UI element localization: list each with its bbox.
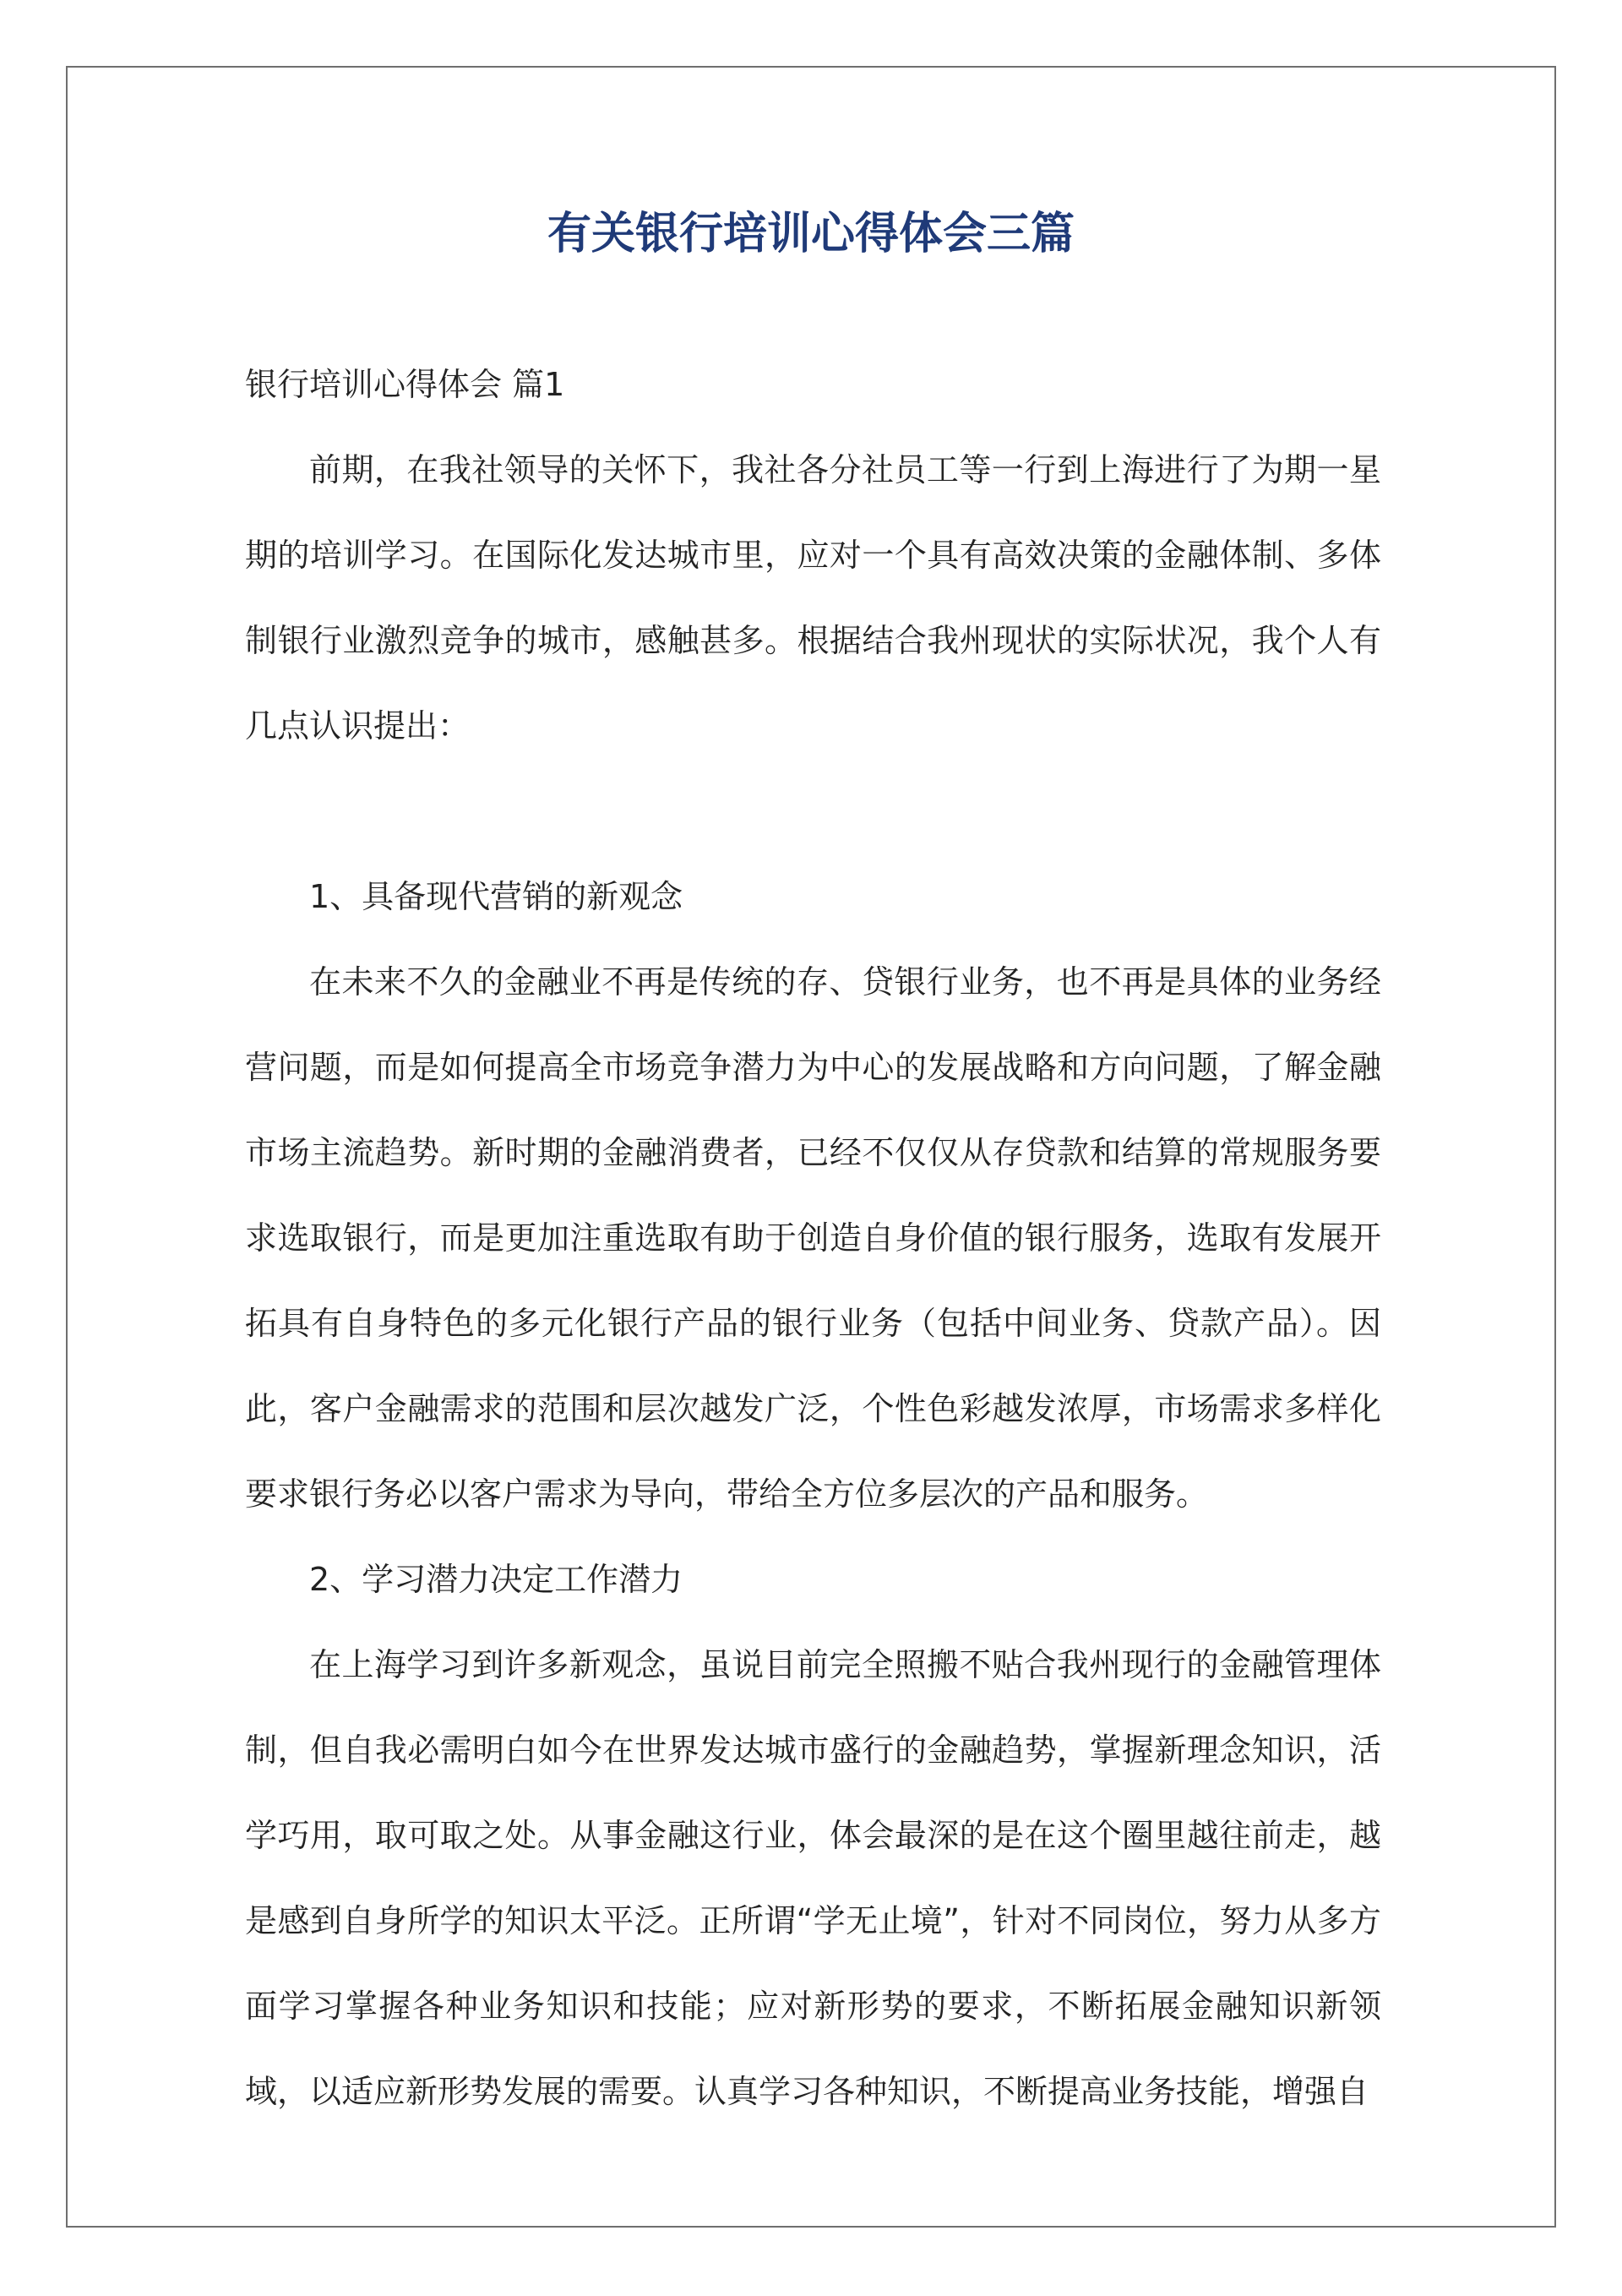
paragraph-spacer <box>245 769 1381 854</box>
document-title: 有关银行培训心得体会三篇 <box>547 209 1075 259</box>
document-body <box>245 342 1381 2135</box>
paragraph-learning: 在上海学习到许多新观念，虽说目前完全照搬不贴合我州现行的金融管理体制，但自我必需明白如今在世界发达城市盛行的金融趋势，掌握新理念知识，活学巧用，取可取之处。从事金融这行业，体会最深的是在这个圈里越往前走，越是感到自身所学的知识太平泛。正所谓“学无止境”，针对不同岗位，努力从多方面学习掌握各种业务知识和技能；应对新形势的要求，不断拓展金融知识新领域，以适应新形势发展的需要。认真学习各种知识，不断提高业务技能，增强自 <box>245 1646 1381 2110</box>
paragraph-intro: 前期，在我社领导的关怀下，我社各分社员工等一行到上海进行了为期一星期的培训学习。在国际化发达城市里，应对一个具有高效决策的金融体制、多体制银行业激烈竞争的城市，感触甚多。根据结合我州现状的实际状况，我个人有几点认识提出： <box>245 451 1381 744</box>
paragraph-marketing: 在未来不久的金融业不再是传统的存、贷银行业务，也不再是具体的业务经营问题，而是如何提高全市场竞争潜力为中心的发展战略和方向问题，了解金融市场主流趋势。新时期的金融消费者，已经不仅仅从存贷款和结算的常规服务要求选取银行，而是更加注重选取有助于创造自身价值的银行服务，选取有发展开拓具有自身特色的多元化银行产品的银行业务（包括中间业务、贷款产品）。因此，客户金融需求的范围和层次越发广泛，个性色彩越发浓厚，市场需求多样化要求银行务必以客户需求为导向，带给全方位多层次的产品和服务。 <box>245 963 1381 1513</box>
section-title: 银行培训心得体会 篇1 <box>245 366 565 403</box>
heading-learning-ability: 2、学习潜力决定工作潜力 <box>309 1561 683 1598</box>
heading-marketing-concept: 1、具备现代营销的新观念 <box>309 878 683 915</box>
